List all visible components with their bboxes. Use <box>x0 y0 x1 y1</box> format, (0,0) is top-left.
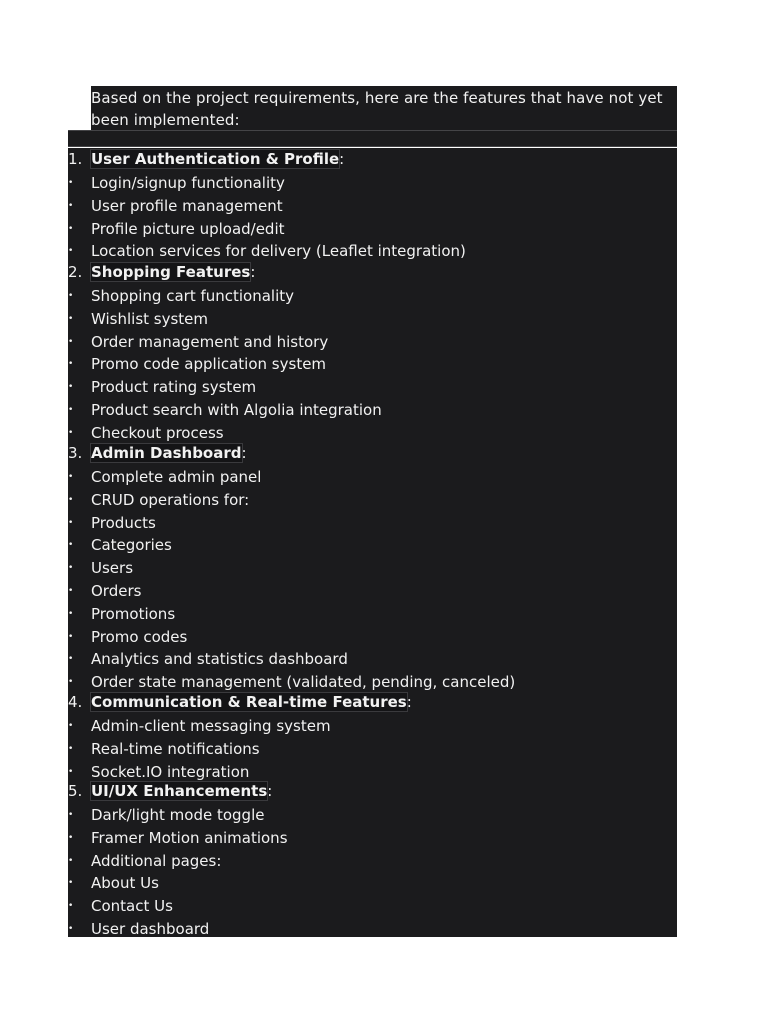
bullet-icon: • <box>68 540 74 551</box>
list-item <box>68 399 677 421</box>
bullet-icon: • <box>68 586 74 596</box>
bullet-icon: • <box>68 313 74 324</box>
list-item <box>68 671 677 693</box>
section-title: Shopping Features <box>91 263 251 281</box>
section-title: Communication & Real-time Features <box>91 693 407 711</box>
list-item <box>68 308 677 330</box>
bullet-icon: • <box>68 427 74 438</box>
section-heading <box>68 261 677 283</box>
feature-list <box>68 148 677 937</box>
intro-text: Based on the project requirements, here are the features that have not yet been implemented: <box>91 89 663 129</box>
list-item-label: Promo code application system <box>91 355 327 374</box>
list-item-label: Orders <box>91 582 142 600</box>
list-item-label: User profile management <box>91 196 283 215</box>
section-title-colon: : <box>267 782 273 800</box>
list-item-label: Contact Us <box>91 897 173 916</box>
list-item-label: About Us <box>91 874 159 893</box>
bullet-icon: • <box>68 405 74 415</box>
list-item-label: Profile picture upload/edit <box>91 219 285 238</box>
list-item <box>68 557 677 579</box>
bullet-icon: • <box>68 766 74 777</box>
list-item-label: Real-time notifications <box>91 739 260 758</box>
bullet-icon: • <box>68 654 74 665</box>
list-item-label: Order state management (validated, pending, canceled) <box>91 673 516 692</box>
list-item-label: Products <box>91 513 156 532</box>
list-item <box>68 534 677 556</box>
list-item-label: Framer Motion animations <box>91 828 288 847</box>
section-number: 3. <box>68 444 83 462</box>
section-title: User Authentication & Profile <box>91 150 340 168</box>
list-item-label: Dark/light mode toggle <box>91 806 265 824</box>
list-item <box>68 626 677 648</box>
list-item <box>68 850 677 872</box>
list-item-label: Product search with Algolia integration <box>91 401 382 419</box>
bullet-icon: • <box>68 517 74 528</box>
bullet-icon: • <box>68 223 74 234</box>
section-heading <box>68 148 677 170</box>
list-item-label: Complete admin panel <box>91 468 262 486</box>
bullet-icon: • <box>68 563 74 574</box>
section-title-colon: : <box>241 444 247 462</box>
list-item <box>68 580 677 602</box>
list-item-label: Location services for delivery (Leaflet integration) <box>91 242 466 261</box>
list-item-label: CRUD operations for: <box>91 490 250 509</box>
bullet-icon: • <box>68 472 74 482</box>
bullet-icon: • <box>68 743 74 754</box>
list-item <box>68 489 677 511</box>
list-item-label: Analytics and statistics dashboard <box>91 650 348 669</box>
list-item <box>68 331 677 353</box>
bullet-icon: • <box>68 924 74 934</box>
section-heading <box>68 442 677 464</box>
list-item-label: Additional pages: <box>91 851 222 870</box>
bullet-icon: • <box>68 200 74 211</box>
list-item-label: Checkout process <box>91 423 224 442</box>
list-item <box>68 872 677 894</box>
bullet-icon: • <box>68 810 74 820</box>
list-item <box>68 648 677 670</box>
intro-block <box>91 86 677 130</box>
list-item-label: Categories <box>91 536 172 555</box>
bullet-icon: • <box>68 359 74 370</box>
section-title-colon: : <box>250 263 256 281</box>
list-item <box>68 804 677 826</box>
section-heading <box>68 780 677 802</box>
bullet-icon: • <box>68 336 74 347</box>
list-item <box>68 376 677 398</box>
bullet-icon: • <box>68 832 74 843</box>
divider-strip <box>68 130 677 147</box>
list-item <box>68 603 677 625</box>
section-title-colon: : <box>406 693 412 711</box>
list-item <box>68 466 677 488</box>
list-item-label: Login/signup functionality <box>91 174 285 192</box>
list-item <box>68 172 677 194</box>
bullet-icon: • <box>68 608 74 619</box>
bullet-icon: • <box>68 246 74 257</box>
list-item-label: Promo codes <box>91 627 188 646</box>
list-item-label: Users <box>91 559 134 578</box>
section-title: UI/UX Enhancements <box>91 782 268 800</box>
list-item <box>68 715 677 737</box>
list-item <box>68 918 677 940</box>
bullet-icon: • <box>68 721 74 731</box>
bullet-icon: • <box>68 494 74 505</box>
section-title-wrap <box>91 261 255 283</box>
list-item-label: Order management and history <box>91 332 329 351</box>
section-title-wrap <box>91 148 344 170</box>
section-heading <box>68 691 677 713</box>
bullet-icon: • <box>68 178 74 188</box>
list-item <box>68 422 677 444</box>
bullet-icon: • <box>68 631 74 642</box>
list-item-label: Wishlist system <box>91 309 209 328</box>
list-item <box>68 195 677 217</box>
list-item <box>68 353 677 375</box>
list-item-label: Promotions <box>91 604 176 623</box>
section-number: 4. <box>68 693 83 711</box>
bullet-icon: • <box>68 901 74 912</box>
section-title: Admin Dashboard <box>91 444 242 462</box>
list-item <box>68 218 677 240</box>
list-item <box>68 738 677 760</box>
list-item <box>68 895 677 917</box>
list-item <box>68 827 677 849</box>
section-title-wrap <box>91 691 412 713</box>
list-item <box>68 512 677 534</box>
bullet-icon: • <box>68 878 74 889</box>
bullet-icon: • <box>68 382 74 393</box>
list-item <box>68 240 677 262</box>
bullet-icon: • <box>68 855 74 866</box>
section-number: 1. <box>68 150 83 168</box>
list-item-label: Shopping cart functionality <box>91 287 295 305</box>
list-item <box>68 285 677 307</box>
list-item-label: Socket.IO integration <box>91 762 250 781</box>
bullet-icon: • <box>68 677 74 688</box>
list-item-label: Admin-client messaging system <box>91 717 331 735</box>
section-title-wrap <box>91 780 272 802</box>
list-item-label: User dashboard <box>91 920 210 938</box>
section-title-colon: : <box>339 150 345 168</box>
list-item-label: Product rating system <box>91 378 257 397</box>
section-number: 5. <box>68 782 83 800</box>
bullet-icon: • <box>68 291 74 301</box>
section-number: 2. <box>68 263 83 281</box>
section-title-wrap <box>91 442 247 464</box>
